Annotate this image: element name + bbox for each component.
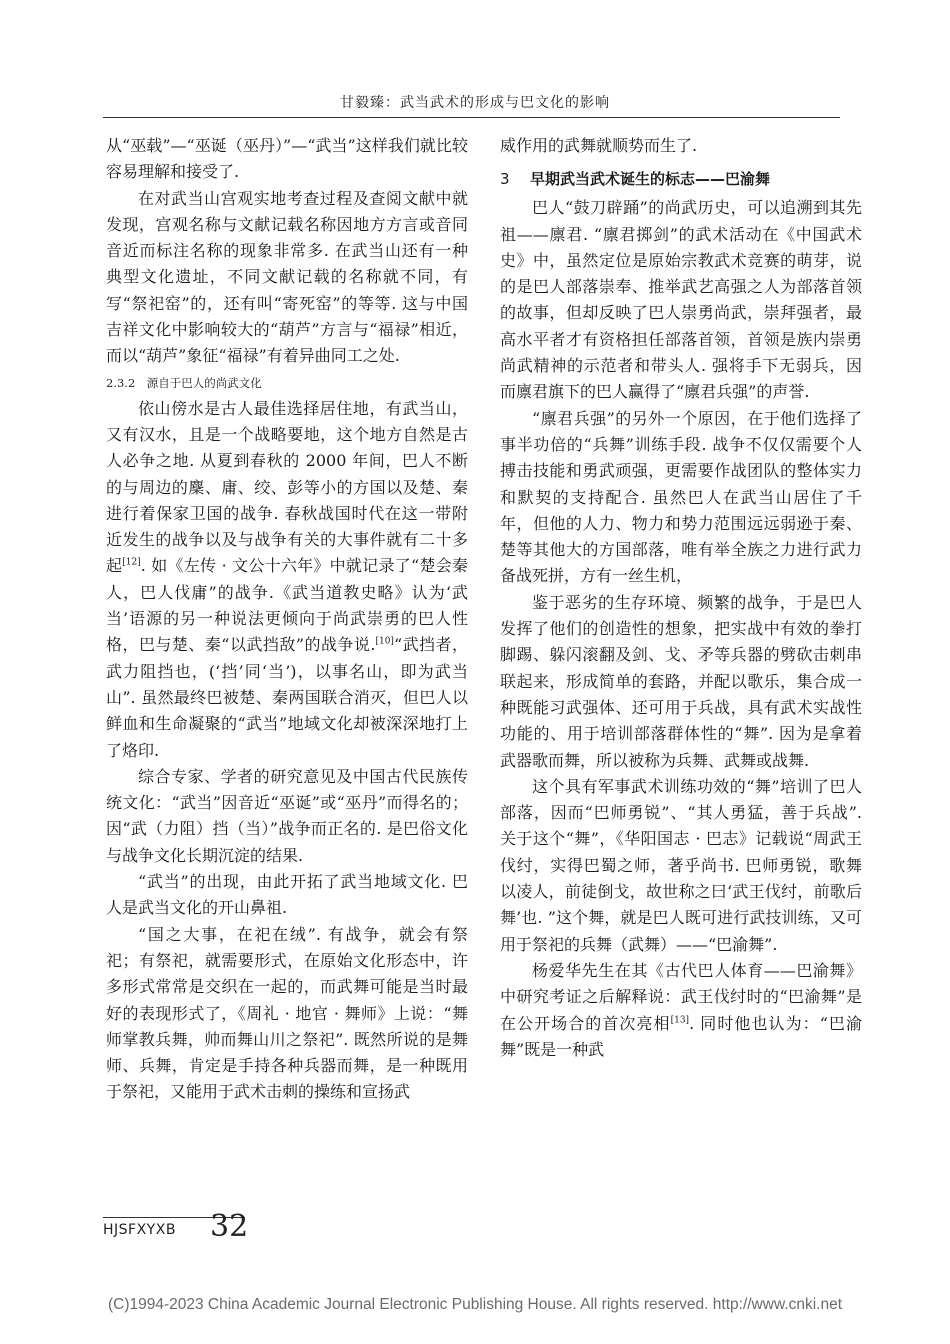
journal-abbreviation: HJSFXYXB (103, 1222, 176, 1238)
text-run: 依山傍水是古人最佳选择居住地，有武当山，又有汉水，且是一个战略要地，这个地方自然是古人必争之地. 从夏到春秋的 2000 年间，巴人不断的与周边的麇、庸、绞、彭等小的方国以及楚、秦进行着保家卫国的战争. 春秋战国时代在这一带附近发生的战争以及与战争有关的大事件就有二十多起 (106, 398, 468, 576)
section-title: 早期武当武术诞生的标志——巴渝舞 (530, 170, 771, 189)
copyright-notice: (C)1994-2023 China Academic Journal Electronic Publishing House. All rights reserved. http://www.cnki.net (107, 1296, 843, 1313)
citation-ref: [13] (670, 1015, 690, 1026)
paragraph: 巴人“鼓刀辟踊”的尚武历史，可以追溯到其先祖——廪君. “廪君掷剑”的武术活动在《中国武术史》中，虽然定位是原始宗教武术竞赛的萌芽，说的是巴人部落崇奉、推举武艺高强之人为部落首领的故事，但却反映了巴人崇勇尚武，崇拜强者，最高水平者才有资格担任部落首领，首领是族内崇勇尚武精神的示范者和带头人. 强将手下无弱兵，因而廪君旗下的巴人赢得了“廪君兵强”的声誉. (500, 198, 862, 402)
paragraph: 威作用的武舞就顺势而生了. (500, 136, 698, 155)
paragraph: 在对武当山宫观实地考查过程及查阅文献中就发现，宫观名称与文献记载名称因地方方言或音同音近而标注名称的现象非常多. 在武当山还有一种典型文化遗址，不同文献记载的名称就不同，有写“祭祀窑”的，还有叫“寄死窑”的等等. 这与中国吉祥文化中影响较大的“葫芦”方言与“福禄”相近，而以“葫芦”象征“福禄”有着异曲同工之处. (106, 188, 468, 366)
paragraph: “国之大事，在祀在绒”. 有战争，就会有祭祀；有祭祀，就需要形式，在原始文化形态中，许多形式常常是交织在一起的，而武舞可能是当时最好的表现形式了，《周礼 · 地官 · 舞师》上说：“舞师掌教兵舞，帅而舞山川之祭祀”. 既然所说的是舞师、兵舞，肯定是手持各种兵器而舞，是一种既用于祭祀，又能用于武术击刺的操练和宣扬武 (106, 924, 468, 1102)
paragraph (106, 396, 468, 764)
running-header: 甘毅臻：武当武术的形成与巴文化的影响 (340, 95, 610, 111)
left-column (106, 133, 468, 1106)
paragraph: 从“巫载”—“巫诞（巫丹）”—“武当”这样我们就比较容易理解和接受了. (106, 136, 468, 182)
paragraph (500, 958, 862, 1063)
section-number: 3 (500, 170, 510, 189)
paragraph: “武当”的出现，由此开拓了武当地域文化. 巴人是武当文化的开山鼻祖. (106, 872, 468, 918)
subsection-heading: 2.3.2 源自于巴人的尚武文化 (106, 375, 262, 390)
page-number: 32 (210, 1209, 249, 1244)
paragraph: 综合专家、学者的研究意见及中国古代民族传统文化：“武当”因音近“巫诞”或“巫丹”而得名的；因“武（力阻）挡（当）”战争而正名的. 是巴俗文化与战争文化长期沉淀的结果. (106, 766, 468, 865)
section-heading (500, 166, 862, 192)
paragraph: 鉴于恶劣的生存环境、频繁的战争，于是巴人发挥了他们的创造性的想象，把实战中有效的拳打脚踢、躲闪滚翻及剑、戈、矛等兵器的劈砍击刺串联起来，形成简单的套路，并配以歌乐，集合成一种既能习武强体、还可用于兵战，具有武术实战性功能的、用于培训部落群体性的“舞”. 因为是拿着武器歌而舞，所以被称为兵舞、武舞或战舞. (500, 592, 862, 770)
text-run: . 如《左传 · 文公十六年》中就记录了“楚会秦人，巴人伐庸”的战争.《武当道教史略》认为‘武当’语源的另一种说法更倾向于尚武崇勇的巴人性格，巴与楚、秦“以武挡敌”的战争说. (106, 556, 468, 655)
text-run: 杨爱华先生在其《古代巴人体育——巴渝舞》中研究考证之后解释说：武王伐纣时的“巴渝舞”是在公开场合的首次亮相 (500, 960, 862, 1033)
text-run: . 同时他也认为：“巴渝舞”既是一种武 (500, 1013, 862, 1059)
paragraph: “廪君兵强”的另外一个原因，在于他们选择了事半功倍的“兵舞”训练手段. 战争不仅仅需要个人搏击技能和勇武顽强，更需要作战团队的整体实力和默契的支持配合. 虽然巴人在武当山居住了千年，但他的人力、物力和势力范围远远弱逊于秦、楚等其他大的方国部落，唯有举全族之力进行武力备战死拼，方有一丝生机， (500, 408, 862, 586)
citation-ref: [10] (375, 637, 394, 648)
header-divider (103, 117, 840, 118)
citation-ref: [12] (122, 558, 141, 569)
text-run: “武挡者，武力阻挡也，(‘挡’同‘当’)，以事名山，即为武当山”. 虽然最终巴被楚、秦两国联合消灭，但巴人以鲜血和生命凝聚的“武当”地域文化却被深深地打上了烙印. (106, 635, 468, 760)
paragraph: 这个具有军事武术训练功效的“舞”培训了巴人部落，因而“巴师勇锐”、“其人勇猛，善于兵战”. 关于这个“舞”，《华阳国志 · 巴志》记载说“周武王伐纣，实得巴蜀之师，著乎尚书. 巴师勇锐，歌舞以凌人，前徒倒戈，故世称之曰‘武王伐纣，前歌后舞’也. ”这个舞，就是巴人既可进行武技训练，又可用于祭祀的兵舞（武舞）——“巴渝舞”. (500, 776, 862, 954)
right-column (500, 133, 862, 1063)
